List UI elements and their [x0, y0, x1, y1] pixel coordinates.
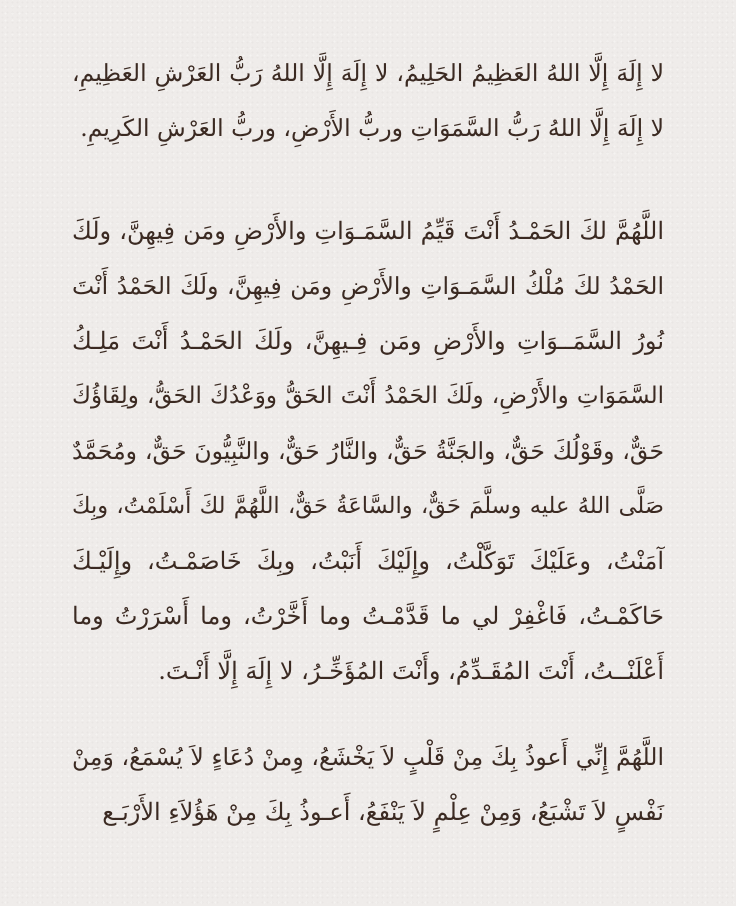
paragraph-la-ilaha [72, 46, 664, 156]
text-line: لا إِلَهَ إِلَّا اللهُ العَظِيمُ الحَلِيمُ، لا إِلَهَ إِلَّا اللهُ رَبُّ العَرْشِ العَظِيمِ، [72, 59, 664, 87]
text-line: نَفْسٍ لاَ تَشْبَعُ، وَمِنْ عِلْمٍ لاَ يَنْفَعُ، أَعـوذُ بِكَ مِنْ هَؤُلاَءِ الأَرْبَـع [102, 798, 664, 826]
text-line: الحَمْدُ لكَ مُلْكُ السَّمَـوَاتِ والأَرْضِ ومَن فِيهِنَّ، ولَكَ الحَمْدُ أَنْتَ [72, 272, 664, 300]
text-line: السَّمَوَاتِ والأَرْضِ، ولَكَ الحَمْدُ أَنْتَ الحَقُّ ووَعْدُكَ الحَقُّ، ولِقَاؤُكَ [72, 383, 664, 409]
text-line: لا إِلَهَ إِلَّا اللهُ رَبُّ السَّمَوَاتِ وربُّ الأَرْضِ، وربُّ العَرْشِ الكَرِيمِ. [80, 114, 664, 142]
text-line: نُورُ السَّمَــوَاتِ والأَرْضِ ومَن فِـيهِنَّ، ولَكَ الحَمْـدُ أَنْتَ مَلِـكُ [72, 327, 664, 355]
text-line: اللَّهُمَّ لكَ الحَمْـدُ أَنْتَ قَيِّمُ السَّمَـوَاتِ والأَرْضِ ومَن فِيهِنَّ، ولَكَ [72, 217, 664, 245]
text-line: اللَّهُمَّ إِنِّي أَعوذُ بِكَ مِنْ قَلْبٍ لاَ يَخْشَعُ، وِمنْ دُعَاءٍ لاَ يُسْمَعُ، وَمِنْ [72, 743, 664, 771]
text-line: حَاكَمْـتُ، فَاغْفِرْ لي ما قَدَّمْـتُ وما أَخَّرْتُ، وما أَسْرَرْتُ وما [72, 602, 664, 630]
paragraph-allahumma-lakal-hamd [72, 204, 664, 699]
text-line: أَعْلَنْــتُ، أَنْتَ المُقَـدِّمُ، وأَنْتَ المُؤَخِّـرُ، لا إِلَهَ إِلَّا أَنْـتَ. [158, 657, 664, 685]
text-line: آمَنْتُ، وعَلَيْكَ تَوَكَّلْتُ، وإِلَيْكَ أَنَبْتُ، وبِكَ خَاصَمْـتُ، وإِلَيْـكَ [72, 547, 664, 575]
paragraph-audhu-bika [72, 730, 664, 840]
text-line: صَلَّى اللهُ عليه وسلَّمَ حَقٌّ، والسَّاعَةُ حَقٌّ، اللَّهُمَّ لكَ أَسْلَمْتُ، وبِكَ [72, 493, 664, 519]
text-line: حَقٌّ، وقَوْلُكَ حَقٌّ، والجَنَّةُ حَقٌّ، والنَّارُ حَقٌّ، والنَّبِيُّونَ حَقٌّ، ومُحَمَّدٌ [72, 437, 664, 465]
